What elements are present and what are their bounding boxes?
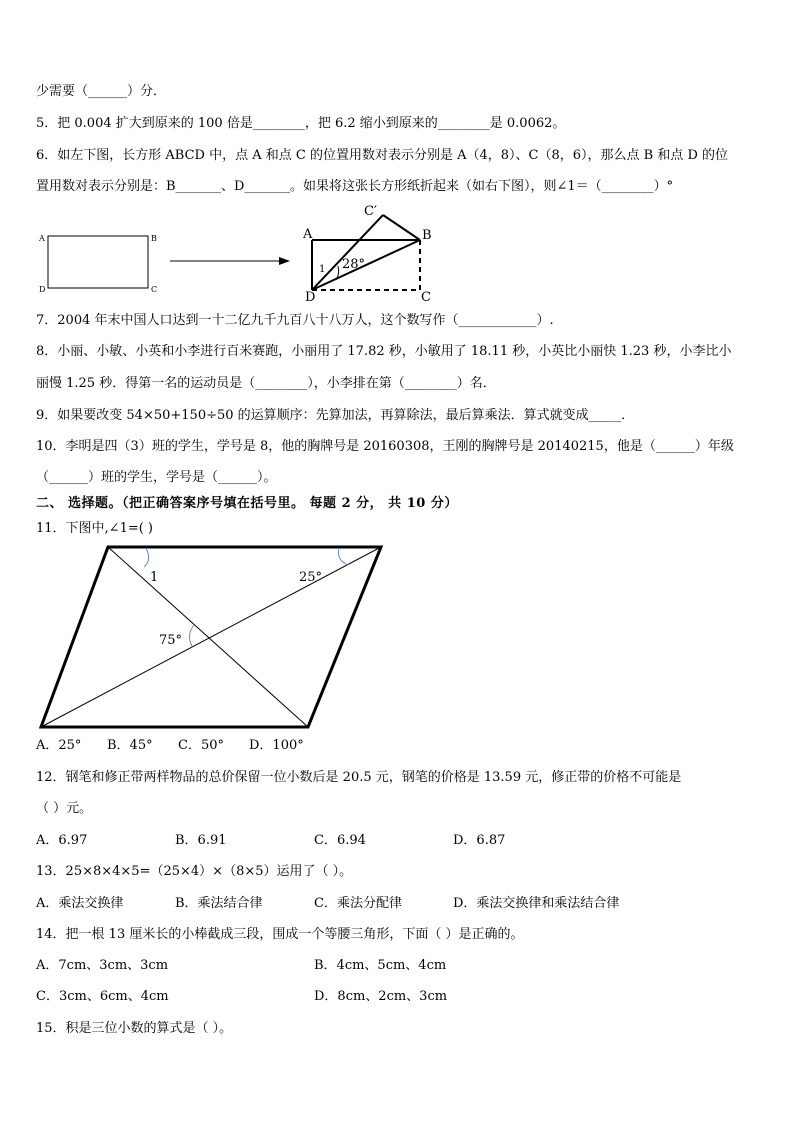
q14-option-c[interactable]: C．3cm、6cm、4cm [36, 989, 169, 1004]
label-c-prime: C′ [364, 204, 377, 219]
label-c: C [151, 285, 158, 294]
question-6-line1: 6．如左下图，长方形 ABCD 中，点 A 和点 C 的位置用数对表示分别是 A（4，8）、C（8，6），那么点 B 和点 D 的位 [36, 148, 729, 163]
angle-28-label: 28° [342, 257, 366, 272]
q6-rectangle-figure [36, 228, 176, 298]
q13-option-b[interactable]: B．乘法结合律 [175, 896, 263, 911]
question-12-line1: 12．钢笔和修正带两样物品的总价保留一位小数后是 20.5 元，钢笔的价格是 13.59 元，修正带的价格不可能是 [36, 770, 682, 785]
label-a: A [39, 234, 45, 243]
question-8-line2: 丽慢 1.25 秒．得第一名的运动员是（________），小李排在第（________）名． [36, 376, 496, 391]
label-b: B [151, 234, 157, 243]
question-10-line2: （______）班的学生，学号是（______）。 [36, 470, 277, 485]
label-d: D [305, 290, 316, 305]
question-9: 9．如果要改变 54×50+150÷50 的运算顺序：先算加法，再算除法，最后算乘法．算式就变成_____． [36, 408, 635, 423]
label-a: A [303, 227, 313, 242]
q12-option-d[interactable]: D．6.87 [453, 833, 506, 848]
question-8-line1: 8．小丽、小敏、小英和小李进行百米赛跑，小丽用了 17.82 秒，小敏用了 18.11 秒，小英比小丽快 1.23 秒，小李比小 [36, 344, 732, 359]
question-15: 15．积是三位小数的算式是（ ）。 [36, 1021, 233, 1036]
question-10-line1: 10．李明是四（3）班的学生，学号是 8，他的胸牌号是 20160308，王刚的胸牌号是 20140215，他是（______）年级 [36, 439, 734, 454]
angle-25-label: 25° [299, 570, 323, 585]
q11-option-b[interactable]: B．45° [107, 738, 153, 753]
q4-tail: 少需要（______）分． [36, 84, 167, 99]
question-6-line2: 置用数对表示分别是：B_______、D_______。如果将这张长方形纸折起来（如右下图），则∠1＝（________）° [36, 179, 674, 194]
question-13: 13．25×8×4×5=（25×4）×（8×5）运用了（ ）。 [36, 864, 353, 879]
angle-1-label: 1 [150, 570, 159, 585]
angle-75-label: 75° [159, 633, 183, 648]
q13-option-a[interactable]: A．乘法交换律 [36, 896, 124, 911]
label-b: B [422, 228, 432, 243]
label-c: C [421, 290, 431, 305]
q14-option-d[interactable]: D．8cm、2cm、3cm [314, 989, 448, 1004]
q12-option-a[interactable]: A．6.97 [36, 833, 88, 848]
q11-option-a[interactable]: A．25° [36, 738, 82, 753]
q6-folded-figure [300, 200, 440, 305]
q12-option-c[interactable]: C．6.94 [314, 833, 366, 848]
question-12-line2: （ ）元。 [36, 801, 93, 816]
q13-option-d[interactable]: D．乘法交换律和乘法结合律 [453, 896, 620, 911]
q14-option-b[interactable]: B．4cm、5cm、4cm [314, 958, 447, 973]
q14-option-a[interactable]: A．7cm、3cm、3cm [36, 958, 169, 973]
q13-option-c[interactable]: C．乘法分配律 [314, 896, 402, 911]
arrow-icon [168, 254, 293, 268]
section-2-heading: 二、 选择题。（把正确答案序号填在括号里。 每题 2 分， 共 10 分） [36, 496, 458, 511]
question-5: 5．把 0.004 扩大到原来的 100 倍是________，把 6.2 缩小到原来的________是 0.0062。 [36, 116, 566, 131]
angle-1-label: 1 [319, 264, 326, 275]
question-11: 11．下图中,∠1=( ) [36, 521, 154, 536]
q11-option-c[interactable]: C．50° [178, 738, 224, 753]
q12-option-b[interactable]: B．6.91 [175, 833, 227, 848]
label-d: D [39, 285, 46, 294]
question-7: 7．2004 年末中国人口达到一十二亿九千九百八十八万人，这个数写作（____________）. [36, 313, 554, 328]
q11-option-d[interactable]: D．100° [249, 738, 304, 753]
q11-parallelogram-figure [36, 540, 386, 734]
question-14: 14．把一根 13 厘米长的小棒截成三段，围成一个等腰三角形，下面（ ）是正确的。 [36, 927, 524, 942]
